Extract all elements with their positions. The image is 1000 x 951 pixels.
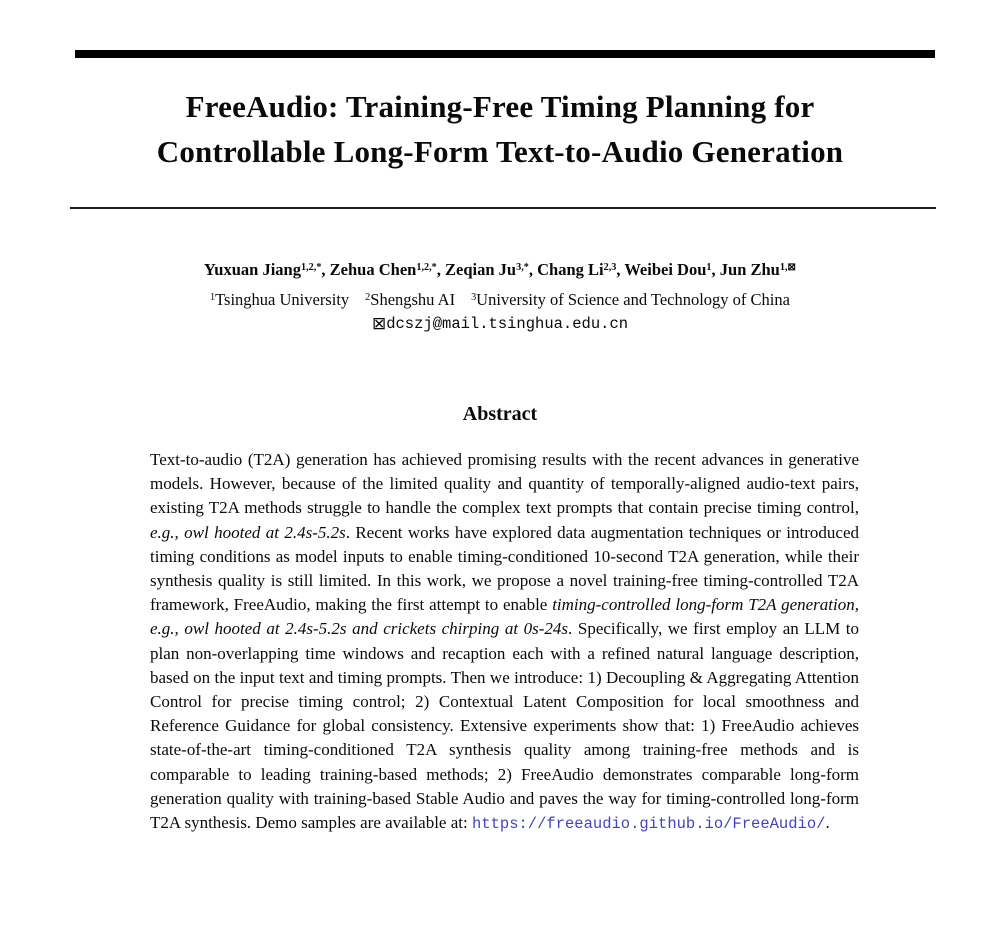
top-rule: [75, 50, 935, 58]
author-name: Jun Zhu$^{1,⊠}$: [719, 260, 797, 279]
authors-line: Yuxuan Jiang$^{1,2,*}$, Zehua Chen$^{1,2,*}$, Zeqian $Ju^{3,*}$, Chang Li$^{2,3}$, Weibei Dou$^1$, Jun Zhu$^{1,⊠}$: [203, 260, 797, 279]
abstract-text: . Specifically, we first employ an LLM to plan non-overlapping time windows and recaption each with a refined natural language description, based on the input text and timing prompts. Then we introduce: 1) Decoupling & Aggregating Attention Control for precise timing control; 2) Contextual Latent Composition for local smoothness and Reference Guidance for global consistency. Extensive experiments show that: 1) FreeAudio achieves state-of-the-art timing-conditioned T2A synthesis quality among training-free methods and is comparable to leading training-based methods; 2) FreeAudio demonstrates comparable long-form generation quality with training-based Stable Audio and paves the way for timing-controlled long-form T2A synthesis. Demo samples are available at:: [150, 619, 860, 833]
abstract-italic-text: e.g., owl hooted at 2.4s-5.2s: [150, 522, 346, 542]
author-name: Yuxuan Jiang$^{1,2,*}$: [203, 260, 322, 279]
author-superscript: 1: [706, 262, 712, 274]
author-name: Zeqian $Ju^{3,*}$: [445, 260, 529, 279]
abstract-text: .: [825, 813, 830, 833]
title-divider: [70, 207, 936, 209]
affiliation-superscript: 2: [365, 292, 371, 304]
email-line: [0, 314, 1000, 334]
contact-email: dcszj@mail.tsinghua.edu.cn: [386, 315, 629, 333]
author-superscript: 3,*: [516, 262, 529, 274]
abstract-italic-text: timing-controlled long-form T2A generation, e.g., owl hooted at 2.4s-5.2s and crickets chirping at 0s-24s: [150, 595, 859, 639]
author-superscript: 1,2,*: [416, 262, 437, 274]
page-title-line2: Controllable Long-Form Text-to-Audio Generation: [156, 134, 844, 169]
affiliation-item: $^1$Tsinghua University: [210, 290, 350, 309]
abstract-text: Text-to-audio (T2A) generation has achieved promising results with the recent advances in generative models. However, because of the limited quality and quantity of temporally-aligned audio-text pairs, existing T2A methods struggle to handle the complex text prompts that contain precise timing control,: [150, 450, 859, 518]
abstract-text: . Recent works have explored data augmentation techniques or introduced timing conditions as model inputs to enable timing-conditioned 10-second T2A generation, while their synthesis quality is still limited. In this work, we propose a novel training-free timing-controlled T2A framework, FreeAudio, making the first attempt to enable: [150, 522, 859, 615]
author-name: Chang Li$^{2,3}$: [537, 260, 617, 279]
affiliation-superscript: 3: [471, 292, 477, 304]
author-name: Zehua Chen$^{1,2,*}$: [329, 260, 437, 279]
author-superscript: 1,2,*: [300, 262, 322, 274]
page-title: [0, 84, 1000, 174]
envelope-icon: ⊠: [371, 314, 387, 334]
author-superscript: 1,⊠: [779, 262, 797, 274]
page-title-line1: FreeAudio: Training-Free Timing Planning for: [185, 89, 815, 124]
affiliations-line: [0, 290, 1000, 310]
affiliation-superscript: 1: [210, 292, 216, 304]
demo-samples-link[interactable]: https://freeaudio.github.io/FreeAudio/: [471, 815, 826, 834]
affiliation-item: $^2$Shengshu AI: [365, 290, 456, 309]
abstract-body: [150, 448, 859, 836]
author-superscript: 2,3: [603, 262, 617, 274]
author-name: Weibei Dou$^1$: [624, 260, 712, 279]
abstract-heading: Abstract: [462, 403, 538, 425]
affiliation-item: $^3$University of Science and Technology of China: [471, 290, 790, 309]
